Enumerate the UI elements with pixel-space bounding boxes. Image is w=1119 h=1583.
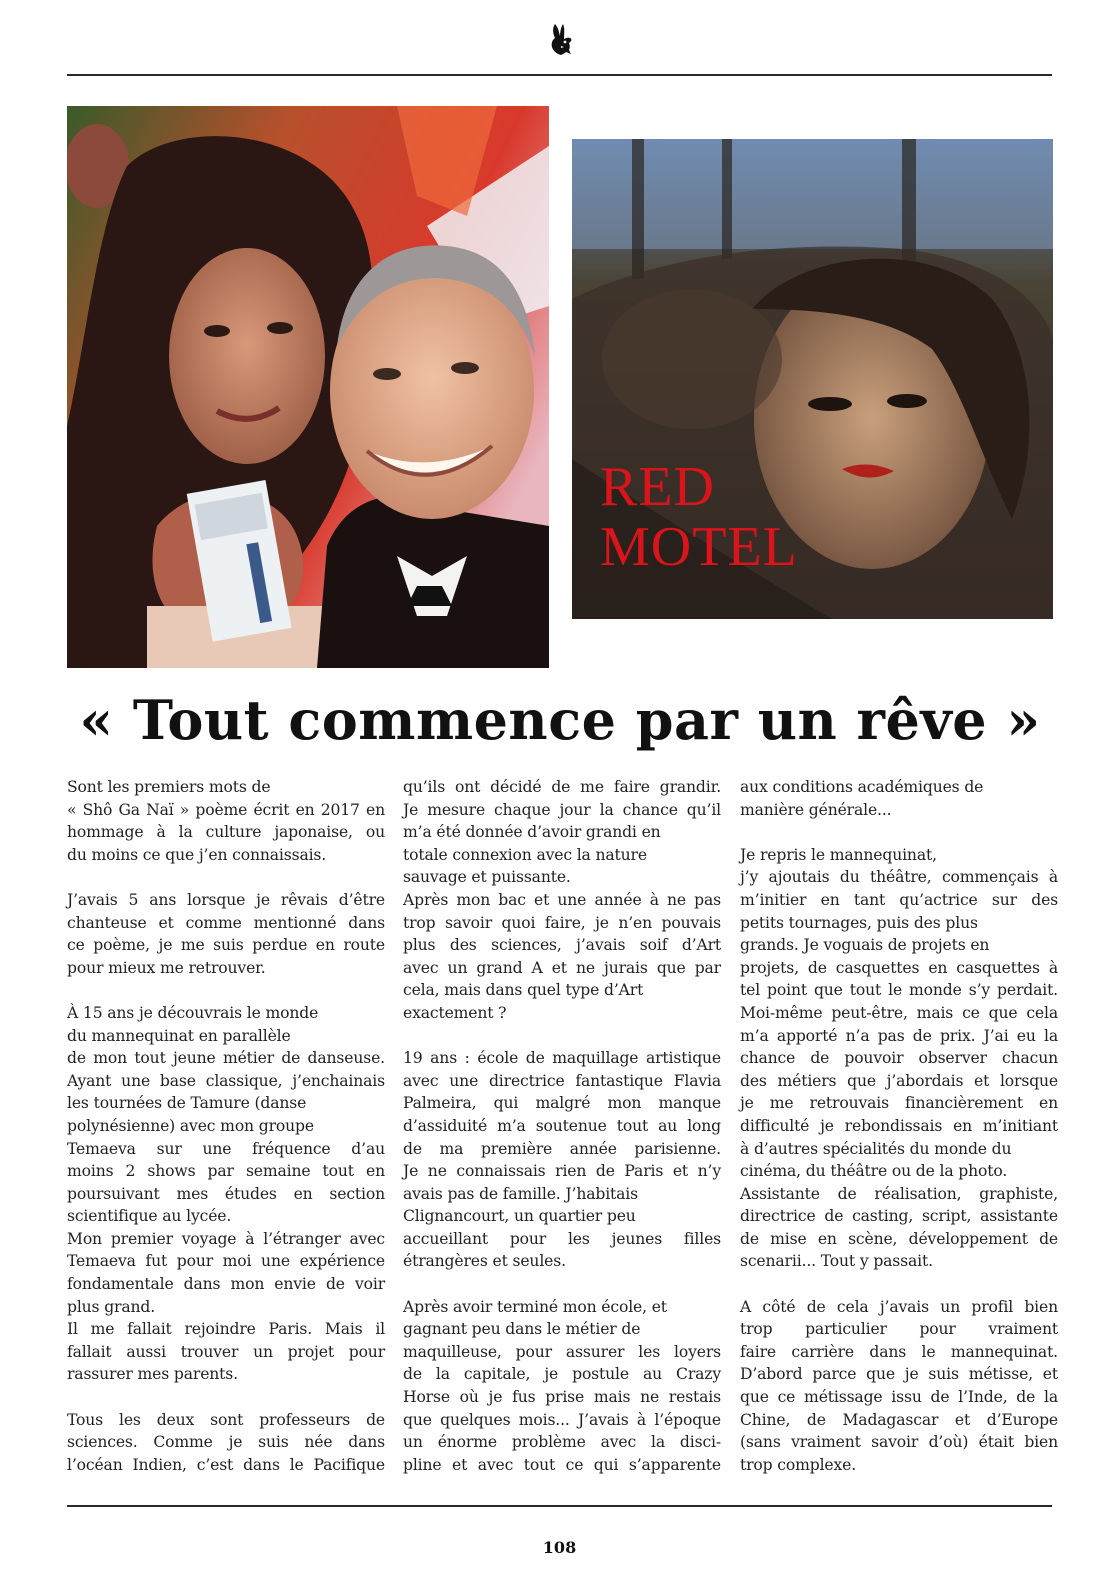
text-line: les tournées de Tamure (danse xyxy=(67,1094,307,1113)
text-line xyxy=(67,979,385,1002)
text-line: que ce métissage issu de l’Inde, de la xyxy=(740,1388,1058,1407)
text-line: m’a été donnée d’avoir grandi en xyxy=(403,823,661,842)
text-line: m’initier en tant qu’actrice sur des xyxy=(740,890,1058,909)
text-line: Moi-même peut-être, mais ce que cela xyxy=(740,1003,1058,1022)
text-column-1 xyxy=(67,776,385,1476)
text-line: gagnant peu dans le métier de xyxy=(403,1320,641,1339)
text-line: Après mon bac et une année à ne pas xyxy=(403,890,721,909)
text-line: Il me fallait rejoindre Paris. Mais il xyxy=(67,1320,385,1339)
text-line: moins 2 shows par semaine tout en xyxy=(67,1162,385,1181)
text-line: À 15 ans je découvrais le monde xyxy=(67,1003,319,1022)
text-line: de mise en scène, développement de xyxy=(740,1229,1058,1248)
text-line xyxy=(740,1273,1058,1296)
text-line: rassurer mes parents. xyxy=(67,1365,238,1384)
text-line: plus des sciences, j’avais soif d’Art xyxy=(403,936,721,955)
text-line: sciences. Comme je suis née dans xyxy=(67,1433,385,1452)
text-line: hommage à la culture japonaise, ou xyxy=(67,823,385,842)
text-line: trop savoir quoi faire, je n’en pouvais xyxy=(403,913,721,932)
text-line xyxy=(403,1273,721,1296)
text-line: du mannequinat en parallèle xyxy=(67,1026,291,1045)
text-line: sauvage et puissante. xyxy=(403,868,571,887)
article-headline: « Tout commence par un rêve » xyxy=(79,688,1041,752)
text-line: chance de pouvoir observer chacun xyxy=(740,1049,1058,1068)
text-line: de mon tout jeune métier de danseuse. xyxy=(67,1049,385,1068)
text-line: qu’ils ont décidé de me faire grandir. xyxy=(403,778,721,796)
text-line: que quelques mois... J’avais à l’époque xyxy=(403,1410,721,1429)
text-line: D’abord parce que je suis métisse, et xyxy=(740,1365,1058,1384)
text-line: avais pas de famille. J’habitais xyxy=(403,1184,638,1203)
text-line: Clignancourt, un quartier peu xyxy=(403,1207,636,1226)
text-line: A côté de cela j’avais un profil bien xyxy=(740,1297,1058,1316)
text-line: Palmeira, qui malgré mon manque xyxy=(403,1094,721,1113)
red-motel-poster xyxy=(572,139,1053,619)
rabbit-head-logo xyxy=(545,22,575,58)
text-line: fallait aussi trouver un projet pour xyxy=(67,1342,385,1361)
text-line xyxy=(67,1386,385,1409)
text-line: étrangères et seules. xyxy=(403,1252,566,1271)
text-column-3 xyxy=(740,776,1058,1476)
bottom-rule xyxy=(67,1505,1052,1507)
text-line: manière générale... xyxy=(740,800,892,819)
text-line: scenarii... Tout y passait. xyxy=(740,1252,933,1271)
text-line: j’y ajoutais du théâtre, commençais à xyxy=(740,868,1058,887)
text-line: Je ne connaissais rien de Paris et n’y xyxy=(403,1162,721,1181)
text-line: m’a apporté n’a pas de prix. J’ai eu la xyxy=(740,1026,1058,1045)
text-line: trop complexe. xyxy=(740,1455,857,1474)
text-line: Ayant une base classique, j’enchainais xyxy=(67,1071,385,1090)
text-line: Tous les deux sont professeurs de xyxy=(67,1410,385,1429)
page-number: 108 xyxy=(542,1538,577,1557)
text-line: Assistante de réalisation, graphiste, xyxy=(740,1184,1058,1203)
text-line: scientifique au lycée. xyxy=(67,1207,232,1226)
text-line: 19 ans : école de maquillage artistique xyxy=(403,1049,721,1068)
text-line: (sans vraiment savoir d’où) était bien xyxy=(740,1433,1058,1452)
text-line: aux conditions académiques de xyxy=(740,778,984,796)
text-line: tel point que tout le monde s’y perdait. xyxy=(740,981,1058,1000)
text-line: pour mieux me retrouver. xyxy=(67,958,266,977)
text-line: faire carrière dans le mannequinat. xyxy=(740,1342,1058,1361)
text-line: grands. Je voguais de projets en xyxy=(740,936,990,955)
text-line: pline et avec tout ce qui s’apparente xyxy=(403,1455,721,1474)
text-line: plus grand. xyxy=(67,1297,156,1316)
text-line: Je repris le mannequinat, xyxy=(740,845,937,864)
text-line: à d’autres spécialités du monde du xyxy=(740,1139,1012,1158)
text-line: poursuivant mes études en section xyxy=(67,1184,385,1203)
text-line: Après avoir terminé mon école, et xyxy=(403,1297,667,1316)
text-line: accueillant pour les jeunes filles xyxy=(403,1229,721,1248)
top-rule xyxy=(67,74,1052,76)
text-line xyxy=(740,821,1058,844)
text-line xyxy=(67,866,385,889)
text-line: Horse où je fus prise mais ne restais xyxy=(403,1388,721,1407)
text-line: du moins ce que j’en connaissais. xyxy=(67,845,327,864)
text-line: projets, de casquettes en casquettes à xyxy=(740,958,1058,977)
text-line: J’avais 5 ans lorsque je rêvais d’être xyxy=(67,890,385,909)
poster-title: RED MOTEL xyxy=(600,456,798,578)
text-line xyxy=(403,1025,721,1048)
text-line: ce poème, je me suis perdue en route xyxy=(67,936,385,955)
text-line: totale connexion avec la nature xyxy=(403,845,647,864)
text-line: je me retrouvais financièrement en xyxy=(740,1094,1058,1113)
text-line: « Shô Ga Naï » poème écrit en 2017 en xyxy=(67,800,385,819)
text-line: avec un grand A et ne jurais que par xyxy=(403,958,721,977)
text-line: Temaeva fut pour moi une expérience xyxy=(67,1252,385,1271)
text-line: difficulté je rebondissais en m’initiant xyxy=(740,1116,1058,1135)
text-line: polynésienne) avec mon groupe xyxy=(67,1116,314,1135)
text-line: maquilleuse, pour assurer les loyers xyxy=(403,1342,721,1361)
text-line: directrice de casting, script, assistante xyxy=(740,1207,1058,1226)
text-line: cinéma, du théâtre ou de la photo. xyxy=(740,1162,1008,1181)
text-line: des métiers que j’abordais et lorsque xyxy=(740,1071,1058,1090)
text-line: trop particulier pour vraiment xyxy=(740,1320,1058,1339)
text-line: de ma première année parisienne. xyxy=(403,1139,721,1158)
text-line: Chine, de Madagascar et d’Europe xyxy=(740,1410,1058,1429)
text-line: Mon premier voyage à l’étranger avec xyxy=(67,1229,385,1248)
text-line: Sont les premiers mots de xyxy=(67,778,271,796)
selfie-photo xyxy=(67,106,549,668)
text-line: un énorme problème avec la disci- xyxy=(403,1433,721,1452)
text-line: chanteuse et comme mentionné dans xyxy=(67,913,385,932)
text-line: petits tournages, puis des plus xyxy=(740,913,978,932)
text-line: l’océan Indien, c’est dans le Pacifique xyxy=(67,1455,385,1474)
text-line: avec une directrice fantastique Flavia xyxy=(403,1071,721,1090)
text-line: cela, mais dans quel type d’Art xyxy=(403,981,644,1000)
text-line: d’assiduité m’a soutenue tout au long xyxy=(403,1116,721,1135)
text-line: Temaeva sur une fréquence d’au xyxy=(67,1139,385,1158)
text-line: fondamentale dans mon envie de voir xyxy=(67,1275,385,1294)
text-line: exactement ? xyxy=(403,1003,507,1022)
text-column-2 xyxy=(403,776,721,1476)
text-line: Je mesure chaque jour la chance qu’il xyxy=(403,800,721,819)
text-line: de la capitale, je postule au Crazy xyxy=(403,1365,721,1384)
